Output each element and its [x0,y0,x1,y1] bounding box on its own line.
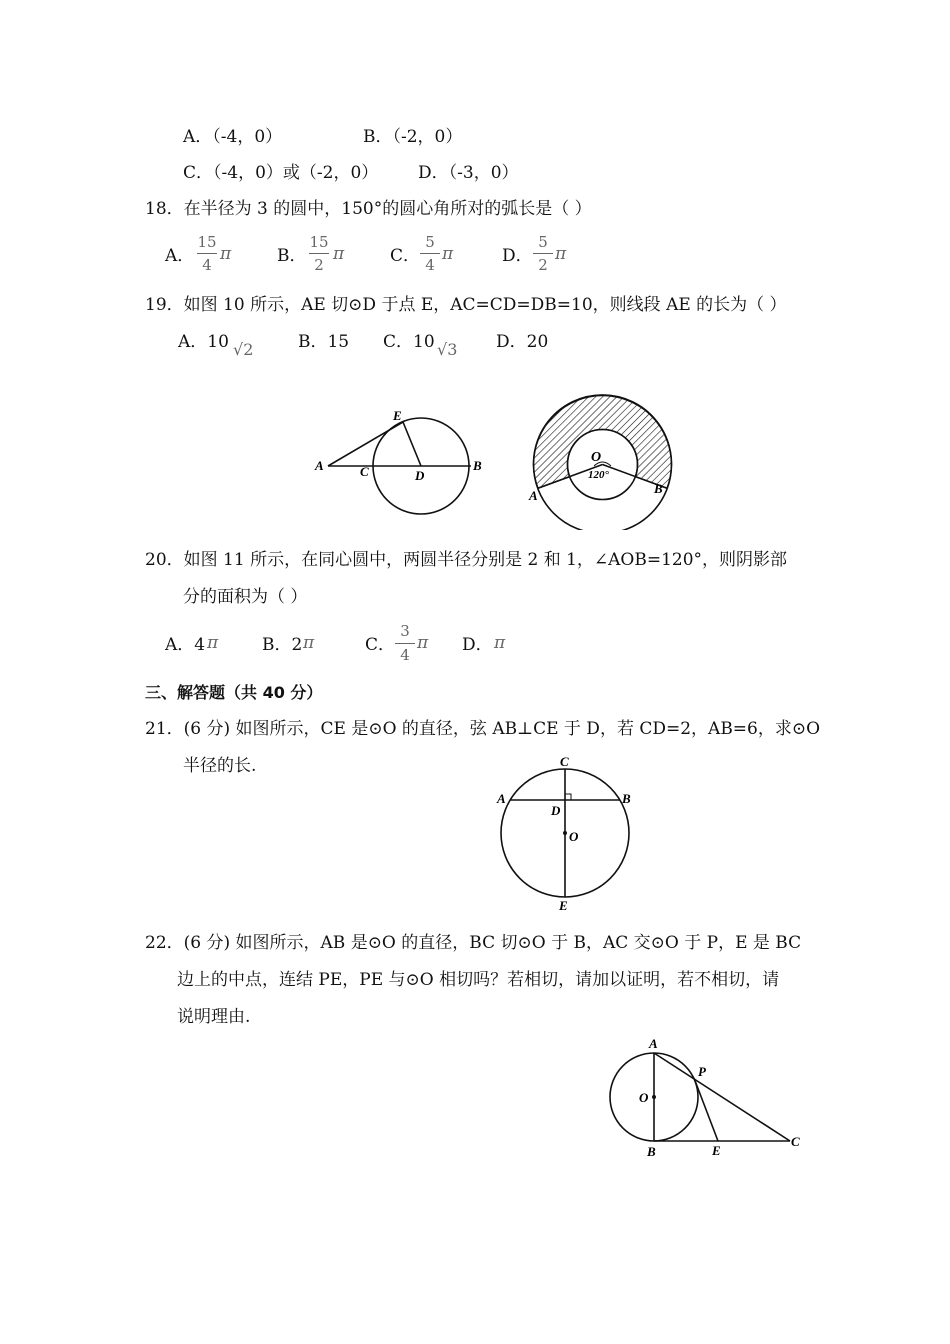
q19-option-a-label: A．10 [178,332,229,352]
q18-a-fraction-bar [197,253,217,254]
q20-b-pi: π [303,633,315,653]
q19-option-b: B．15 [298,332,350,352]
q21-stem-line1: 21．(6 分) 如图所示，CE 是⊙O 的直径，弦 AB⊥CE 于 D，若 CD=2，AB=6，求⊙O [145,719,821,739]
fig22-label-a: A [649,1036,658,1051]
q19-option-c-root: √3 [437,340,458,359]
q19-option-c-label: C．10 [383,332,435,352]
fig11-label-o: O [591,450,602,465]
q18-a-numerator: 15 [197,233,217,251]
q18-c-fraction-bar [420,253,440,254]
fig22-label-e: E [712,1143,721,1158]
q19-option-a-root: √2 [233,340,254,359]
q20-stem-line1: 20．如图 11 所示，在同心圆中，两圆半径分别是 2 和 1，∠AOB=120°，则阴影部 [145,550,788,570]
q20-a-pi: π [207,633,219,653]
q18-b-fraction-bar [309,253,329,254]
fig10-label-d: D [415,468,425,483]
figure-22-tangent-circle [600,1030,815,1165]
q18-stem: 18．在半径为 3 的圆中，150°的圆心角所对的弧长是（ ） [145,199,592,219]
q20-c-denominator: 4 [400,646,410,664]
q20-option-b-label: B．2 [262,635,303,655]
fig22-label-o: O [639,1090,649,1105]
fig21-right-angle-mark [565,794,571,800]
q18-d-numerator: 5 [538,233,548,251]
q18-b-numerator: 15 [309,233,329,251]
fig11-label-angle: 120° [588,469,609,481]
fig21-label-d: D [551,803,561,818]
q20-d-pi: π [494,633,506,653]
q18-option-c-label: C． [390,246,421,266]
fig11-label-a: A [529,488,538,503]
fig21-label-e: E [559,898,568,913]
fig21-label-c: C [560,754,569,769]
q20-option-a-label: A．4 [165,635,206,655]
fig10-label-c: C [360,464,369,479]
q22-stem-line2: 边上的中点，连结 PE，PE 与⊙O 相切吗？若相切，请加以证明，若不相切，请 [177,970,780,990]
q18-b-denominator: 2 [314,256,324,274]
q18-d-pi: π [555,244,567,264]
q20-option-d-label: D． [462,635,493,655]
figure-21-circle-chord [490,750,650,915]
fig10-label-a: A [315,458,324,473]
q17-option-a: A．（-4，0） [183,127,283,147]
q18-option-d-label: D． [502,246,533,266]
q18-d-fraction-bar [533,253,553,254]
q20-option-c-label: C． [365,635,396,655]
q20-stem-line2: 分的面积为（ ） [183,587,308,607]
q17-option-b: B．（-2，0） [363,127,463,147]
figure-10-tangent-circle [300,400,500,520]
fig21-label-b: B [622,791,631,806]
fig22-center-dot [652,1095,656,1099]
q18-a-denominator: 4 [202,256,212,274]
q18-d-denominator: 2 [538,256,548,274]
q18-option-b-label: B． [277,246,307,266]
fig21-label-a: A [497,791,506,806]
section-3-title: 三、解答题（共 40 分） [145,683,323,702]
q18-a-pi: π [220,244,232,264]
q19-option-d: D．20 [496,332,549,352]
fig10-tangent-ae [328,422,403,466]
fig10-radius-de [403,422,421,466]
q20-c-pi: π [417,633,429,653]
fig11-label-b: B [654,481,663,496]
q20-c-fraction-bar [395,643,415,644]
q18-b-pi: π [333,244,345,264]
q22-stem-line1: 22．(6 分) 如图所示，AB 是⊙O 的直径，BC 切⊙O 于 B，AC 交⊙O 于 P，E 是 BC [145,933,802,953]
q19-stem: 19．如图 10 所示，AE 切⊙D 于点 E，AC=CD=DB=10，则线段 AE 的长为（ ） [145,295,787,315]
fig10-label-b: B [473,458,482,473]
fig10-label-e: E [393,408,402,423]
fig22-label-c: C [791,1134,800,1149]
q20-c-numerator: 3 [400,622,410,640]
fig21-center-dot [563,831,567,835]
q18-c-pi: π [442,244,454,264]
q21-stem-line2: 半径的长. [183,756,257,776]
q17-option-c: C．（-4，0）或（-2，0） [183,163,379,183]
q18-option-a-label: A． [165,246,195,266]
q22-stem-line3: 说明理由. [177,1007,251,1027]
fig22-line-ac [654,1053,790,1141]
q18-c-numerator: 5 [425,233,435,251]
fig22-label-b: B [647,1144,656,1159]
q17-option-d: D．（-3，0） [418,163,519,183]
fig21-label-o: O [569,829,579,844]
figure-11-concentric-circles [520,380,690,530]
q18-c-denominator: 4 [425,256,435,274]
fig22-label-p: P [698,1064,706,1079]
